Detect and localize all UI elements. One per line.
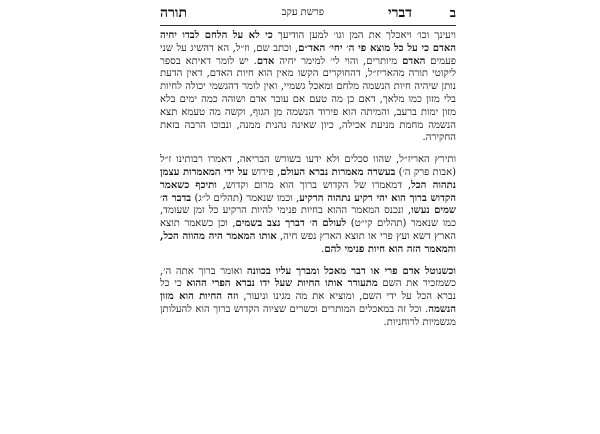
body-text: , וכתב שם, וז״ל, הא דהשיג על שני פעמים bbox=[160, 42, 456, 67]
bold-text: כי לא על הלחם לבדו יחיה האדם כי על כל מוצא פי ה׳ יחי׳ האד״ם bbox=[160, 30, 457, 54]
book-title: דברי bbox=[387, 5, 412, 21]
page-header bbox=[160, 5, 456, 27]
bold-text: לעולם ה׳ דברך נצב בשמים bbox=[235, 218, 347, 230]
body-text: . יש לומר דאיתא בספר ליקוטי תורה מהאריז״ל, דהחוקרים הקשו מאין הוא חיות האדם, דאין הדעת נותן שיהיה חיות הנשמה מלחם ומאכל גשמיי, ואין לומר דהגשמי יכולה לחיות בלי מזון כמו מלאך, דאם כן מה טעם אם עובר אדם ושוהה כמה ימים בלא מזון ימות ברעב, והמיתה הוא פירוד הנשמה מן הגוף, וקשה מה טעמא תצא הנשמה מחמת מניעת אכילה, כיון שאינה נהנית ממנה, ונבוכו הרבה בזאת החקירה. bbox=[160, 55, 456, 144]
body-text: ויעינך וכו׳ ויאכלך את המן וגו׳ למען הודיעך bbox=[272, 30, 456, 41]
section-title: תורה bbox=[160, 5, 188, 21]
body-text: , וכמו שנאמר (תהלים ל״ג) bbox=[191, 192, 300, 204]
text-body bbox=[160, 30, 456, 339]
bold-text: בעשרה מאמרות נברא העולם bbox=[280, 166, 396, 178]
body-text: . bbox=[321, 243, 325, 255]
body-text: , וכן כשאמר תוצא הארץ דשא ועץ פרי או תוצא הארץ נפש חיה, bbox=[160, 218, 457, 242]
parsha-title: פרשת עקב bbox=[281, 7, 324, 18]
bold-text: וזה החיות הוא מזון הנשמה bbox=[160, 291, 456, 315]
body-text: ואומר ברוך אתה ה׳, כשמזכיר את השם bbox=[160, 265, 457, 290]
bold-text: על ידי המאמרות עצמן נתהוה הכל bbox=[160, 166, 457, 191]
body-text: . וכל זה במאכלים המותרים וכשרים שציוה הקדוש ברוך הוא להעלותן מגשמיות לרוחניות. bbox=[160, 303, 456, 328]
body-text: מיותרים, והוי לי׳ למימר יחיה bbox=[274, 55, 403, 67]
paragraph bbox=[160, 30, 456, 145]
header-divider bbox=[160, 25, 456, 26]
paragraph bbox=[160, 154, 456, 256]
body-text: , דמאמרו של הקדוש ברוך הוא מרום וקדוש, bbox=[216, 179, 412, 191]
bold-text: וכשנוטל אדם פרי או דבר מאכל ומברך עליו בכוונה bbox=[246, 265, 456, 277]
paragraph bbox=[160, 266, 456, 330]
page-number: ב bbox=[449, 6, 456, 21]
body-text: ותירץ האריז״ל, שהוו סכלים ולא ידעו בשורש הבריאה, דאמרו רבותינו ז״ל (אבות פרק ה׳) bbox=[160, 154, 456, 178]
bold-text: בדבר ה׳ שמים נעשו bbox=[160, 192, 456, 217]
bold-text: האדם bbox=[402, 55, 426, 67]
bold-text: אותו המאמר היה מהווה הכל, והמאמר הזה הוא חיות פנימי להם bbox=[160, 230, 456, 255]
bold-text: ותיכף כשאמר הקדוש ברוך הוא יהי רקיע נתהוה הרקיע bbox=[160, 179, 457, 204]
bold-text: מתעורר אותו החיות שעל ידו נברא הפרי ההוא bbox=[186, 278, 378, 290]
body-text: , פירוש bbox=[248, 166, 281, 178]
body-text: , ונכנס המאמר ההוא בחיות פנימי להיות הרקיע כל זמן שעומד, כמו שנאמר (תהלים קי״ט) bbox=[160, 205, 456, 230]
body-text: כי כל נברא הכל על ידי השם, ומוציא את מה מגינו וניעור, bbox=[160, 278, 456, 303]
bold-text: אדם bbox=[256, 55, 275, 67]
